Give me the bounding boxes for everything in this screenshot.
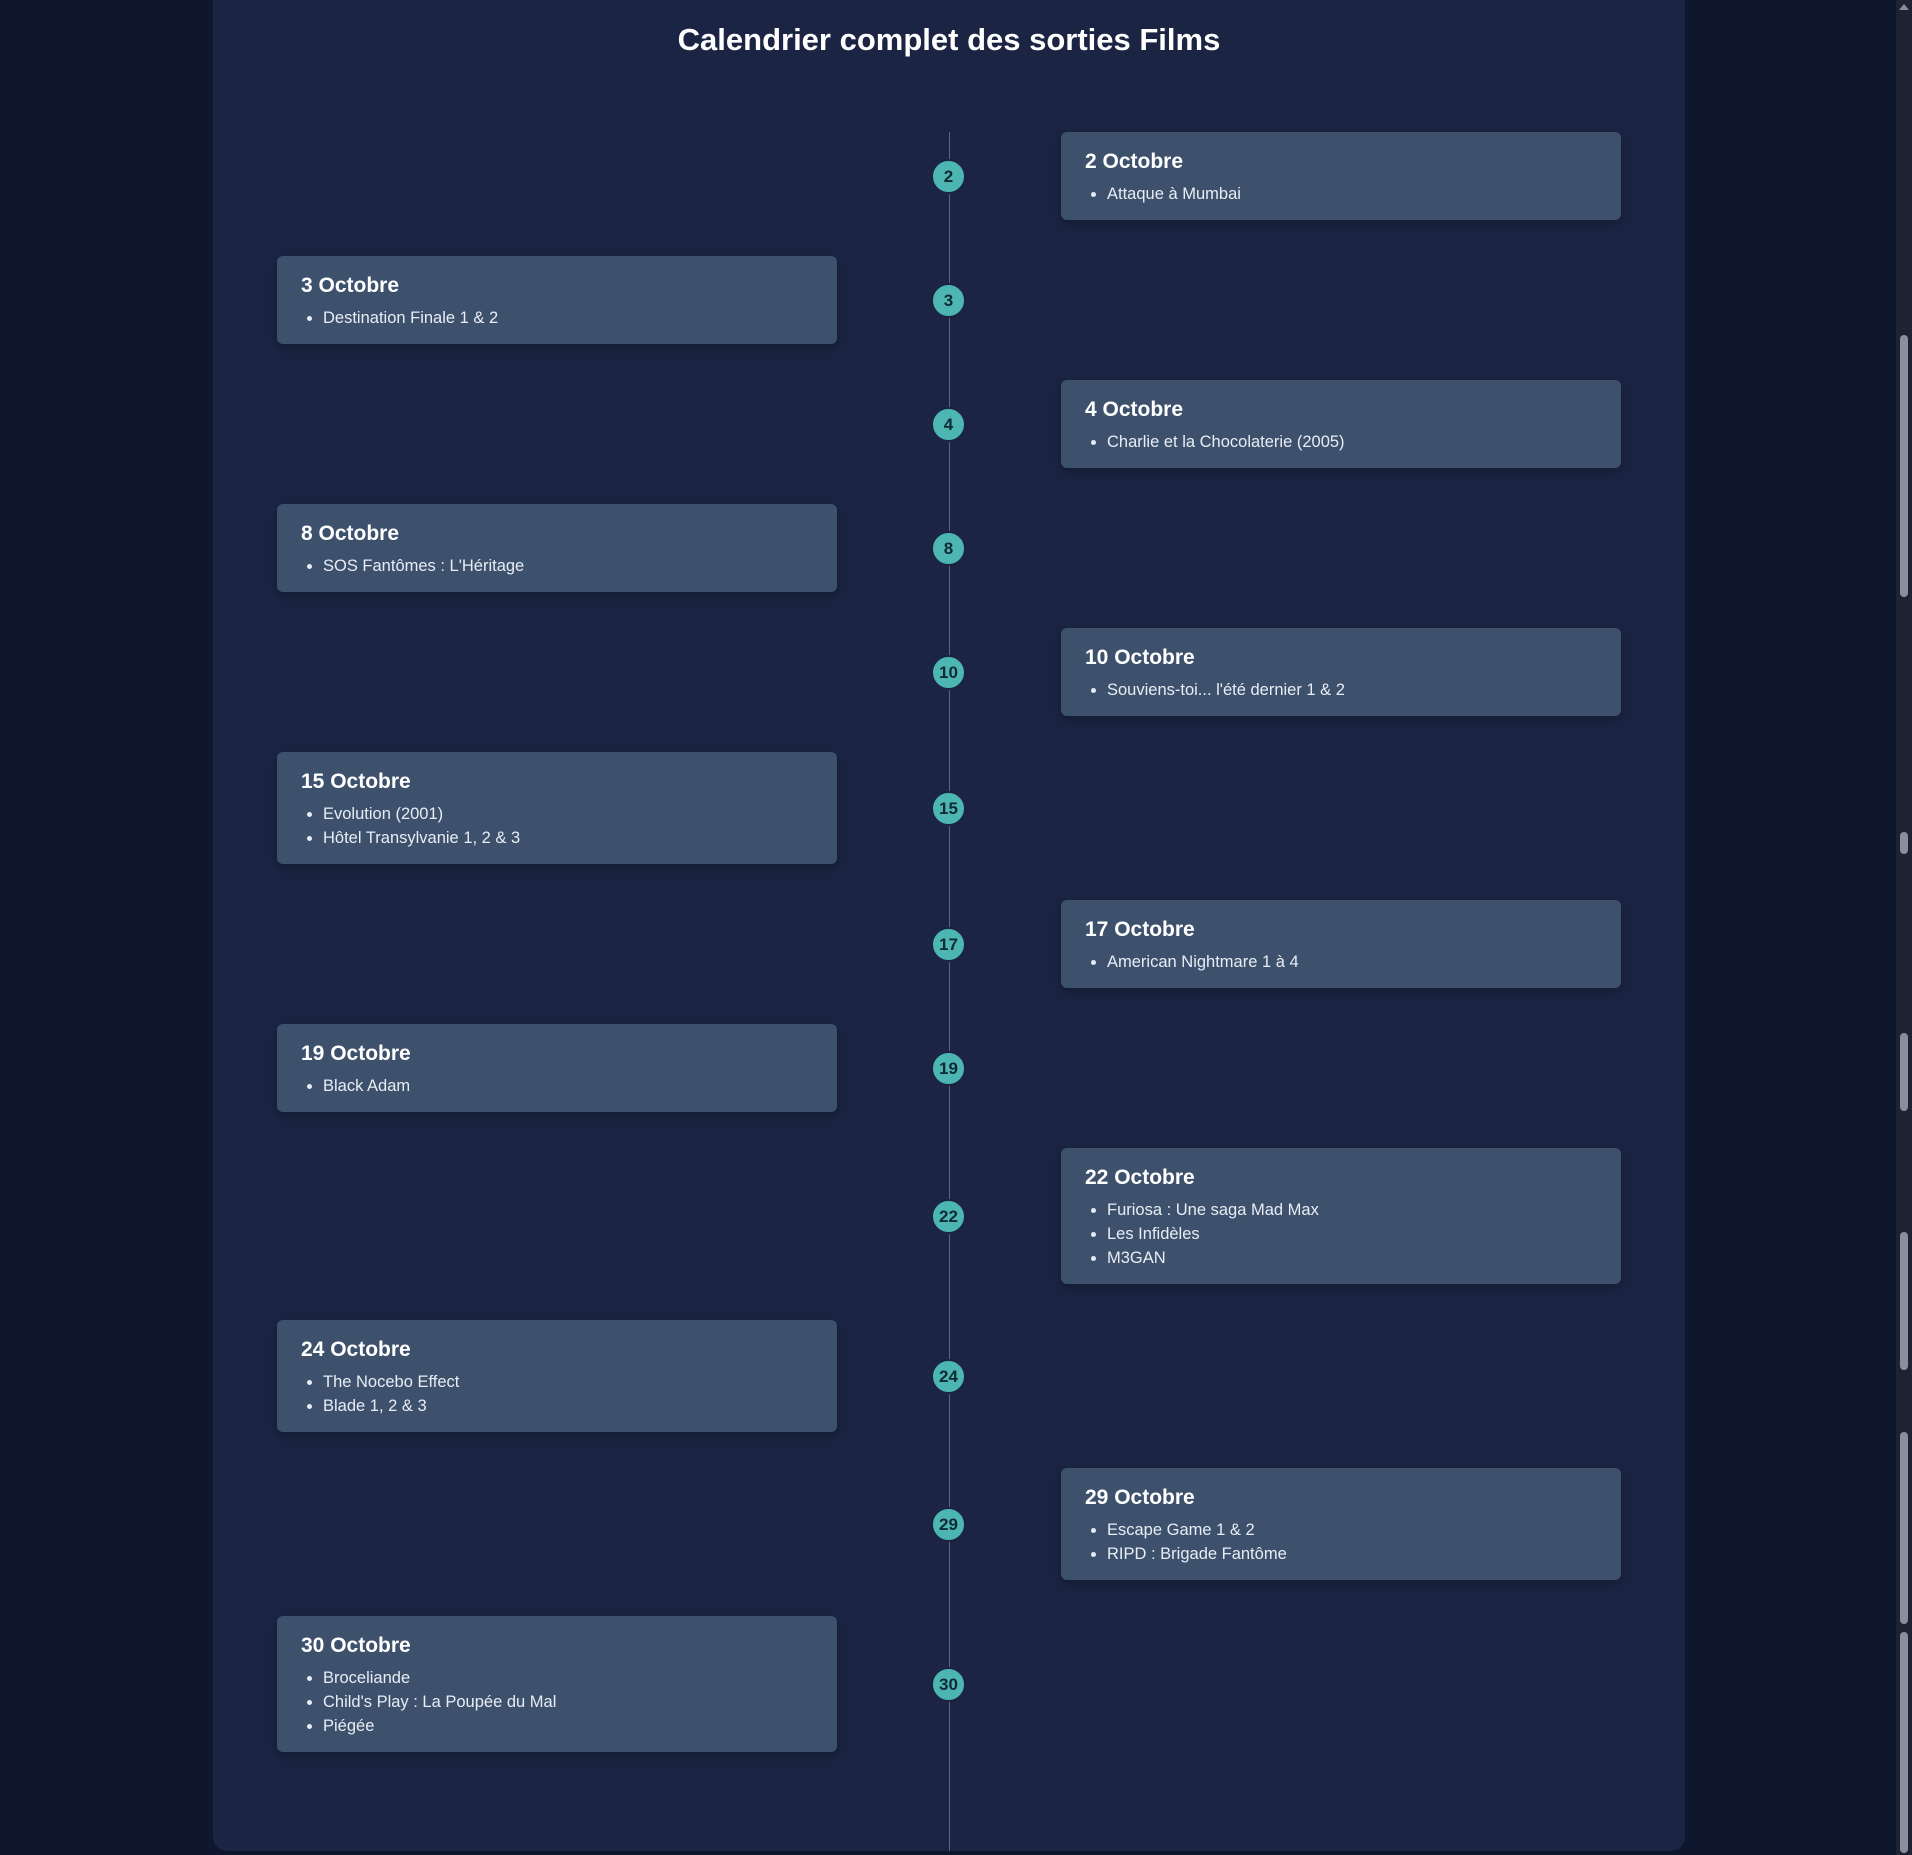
film-item: • Souviens-toi... l'été dernier 1 & 2: [1107, 678, 1597, 702]
film-item: • American Nightmare 1 à 4: [1107, 950, 1597, 974]
day-marker: 15: [931, 791, 966, 826]
film-item: • Blade 1, 2 & 3: [323, 1394, 813, 1418]
event-card: [1061, 1468, 1621, 1580]
event-date: 17 Octobre: [1085, 918, 1195, 941]
scrollbar-thumb[interactable]: [1900, 832, 1908, 854]
film-list: [301, 554, 813, 578]
day-marker: 2: [931, 159, 966, 194]
film-item: • Les Infidèles: [1107, 1222, 1597, 1246]
scrollbar-thumb[interactable]: [1900, 1632, 1908, 1853]
page-title: Calendrier complet des sorties Films: [677, 22, 1221, 57]
event-card: [277, 752, 837, 864]
film-list: [301, 1074, 813, 1098]
day-marker: 3: [931, 283, 966, 318]
film-list: [1085, 1198, 1597, 1270]
film-item: • M3GAN: [1107, 1246, 1597, 1270]
day-marker: 22: [931, 1199, 966, 1234]
event-date: 30 Octobre: [301, 1634, 411, 1657]
film-item: • Hôtel Transylvanie 1, 2 & 3: [323, 826, 813, 850]
event-date: 2 Octobre: [1085, 150, 1184, 173]
timeline-panel: [213, 0, 1685, 1851]
event-date: 4 Octobre: [1085, 398, 1184, 421]
event-date: 15 Octobre: [301, 770, 411, 793]
event-date: 8 Octobre: [301, 522, 400, 545]
film-list: [301, 802, 813, 850]
event-card: [1061, 132, 1621, 220]
scrollbar-thumb[interactable]: [1900, 1232, 1908, 1370]
film-list: [1085, 182, 1597, 206]
film-item: • RIPD : Brigade Fantôme: [1107, 1542, 1597, 1566]
film-item: • Child's Play : La Poupée du Mal: [323, 1690, 813, 1714]
scrollbar-thumb[interactable]: [1900, 1033, 1908, 1111]
day-marker: 19: [931, 1051, 966, 1086]
film-item: • Charlie et la Chocolaterie (2005): [1107, 430, 1597, 454]
day-marker: 17: [931, 927, 966, 962]
film-item: • Black Adam: [323, 1074, 813, 1098]
event-date: 3 Octobre: [301, 274, 400, 297]
day-marker: 24: [931, 1359, 966, 1394]
event-date: 19 Octobre: [301, 1042, 411, 1065]
event-date: 22 Octobre: [1085, 1166, 1195, 1189]
event-card: [1061, 900, 1621, 988]
film-list: [1085, 1518, 1597, 1566]
film-item: • Destination Finale 1 & 2: [323, 306, 813, 330]
event-card: [277, 256, 837, 344]
scroll-up-arrow-icon[interactable]: [1899, 4, 1909, 10]
event-card: [277, 1024, 837, 1112]
day-marker: 30: [931, 1667, 966, 1702]
film-item: • Escape Game 1 & 2: [1107, 1518, 1597, 1542]
day-marker: 10: [931, 655, 966, 690]
scrollbar-thumb[interactable]: [1900, 1432, 1908, 1624]
event-card: [277, 1616, 837, 1752]
vertical-scrollbar[interactable]: [1896, 0, 1912, 1855]
day-marker: 4: [931, 407, 966, 442]
event-card: [1061, 380, 1621, 468]
film-list: [1085, 950, 1597, 974]
scrollbar-thumb[interactable]: [1900, 335, 1908, 597]
day-marker: 29: [931, 1507, 966, 1542]
event-date: 29 Octobre: [1085, 1486, 1195, 1509]
event-date: 10 Octobre: [1085, 646, 1195, 669]
event-card: [277, 504, 837, 592]
film-item: • Broceliande: [323, 1666, 813, 1690]
day-marker: 8: [931, 531, 966, 566]
film-list: [1085, 430, 1597, 454]
film-item: • SOS Fantômes : L'Héritage: [323, 554, 813, 578]
film-item: • The Nocebo Effect: [323, 1370, 813, 1394]
film-list: [301, 306, 813, 330]
event-card: [1061, 628, 1621, 716]
film-item: • Furiosa : Une saga Mad Max: [1107, 1198, 1597, 1222]
timeline-axis: [949, 132, 950, 1851]
film-list: [301, 1370, 813, 1418]
film-list: [1085, 678, 1597, 702]
event-date: 24 Octobre: [301, 1338, 411, 1361]
film-list: [301, 1666, 813, 1738]
event-card: [1061, 1148, 1621, 1284]
event-card: [277, 1320, 837, 1432]
film-item: • Attaque à Mumbai: [1107, 182, 1597, 206]
film-item: • Piégée: [323, 1714, 813, 1738]
film-item: • Evolution (2001): [323, 802, 813, 826]
